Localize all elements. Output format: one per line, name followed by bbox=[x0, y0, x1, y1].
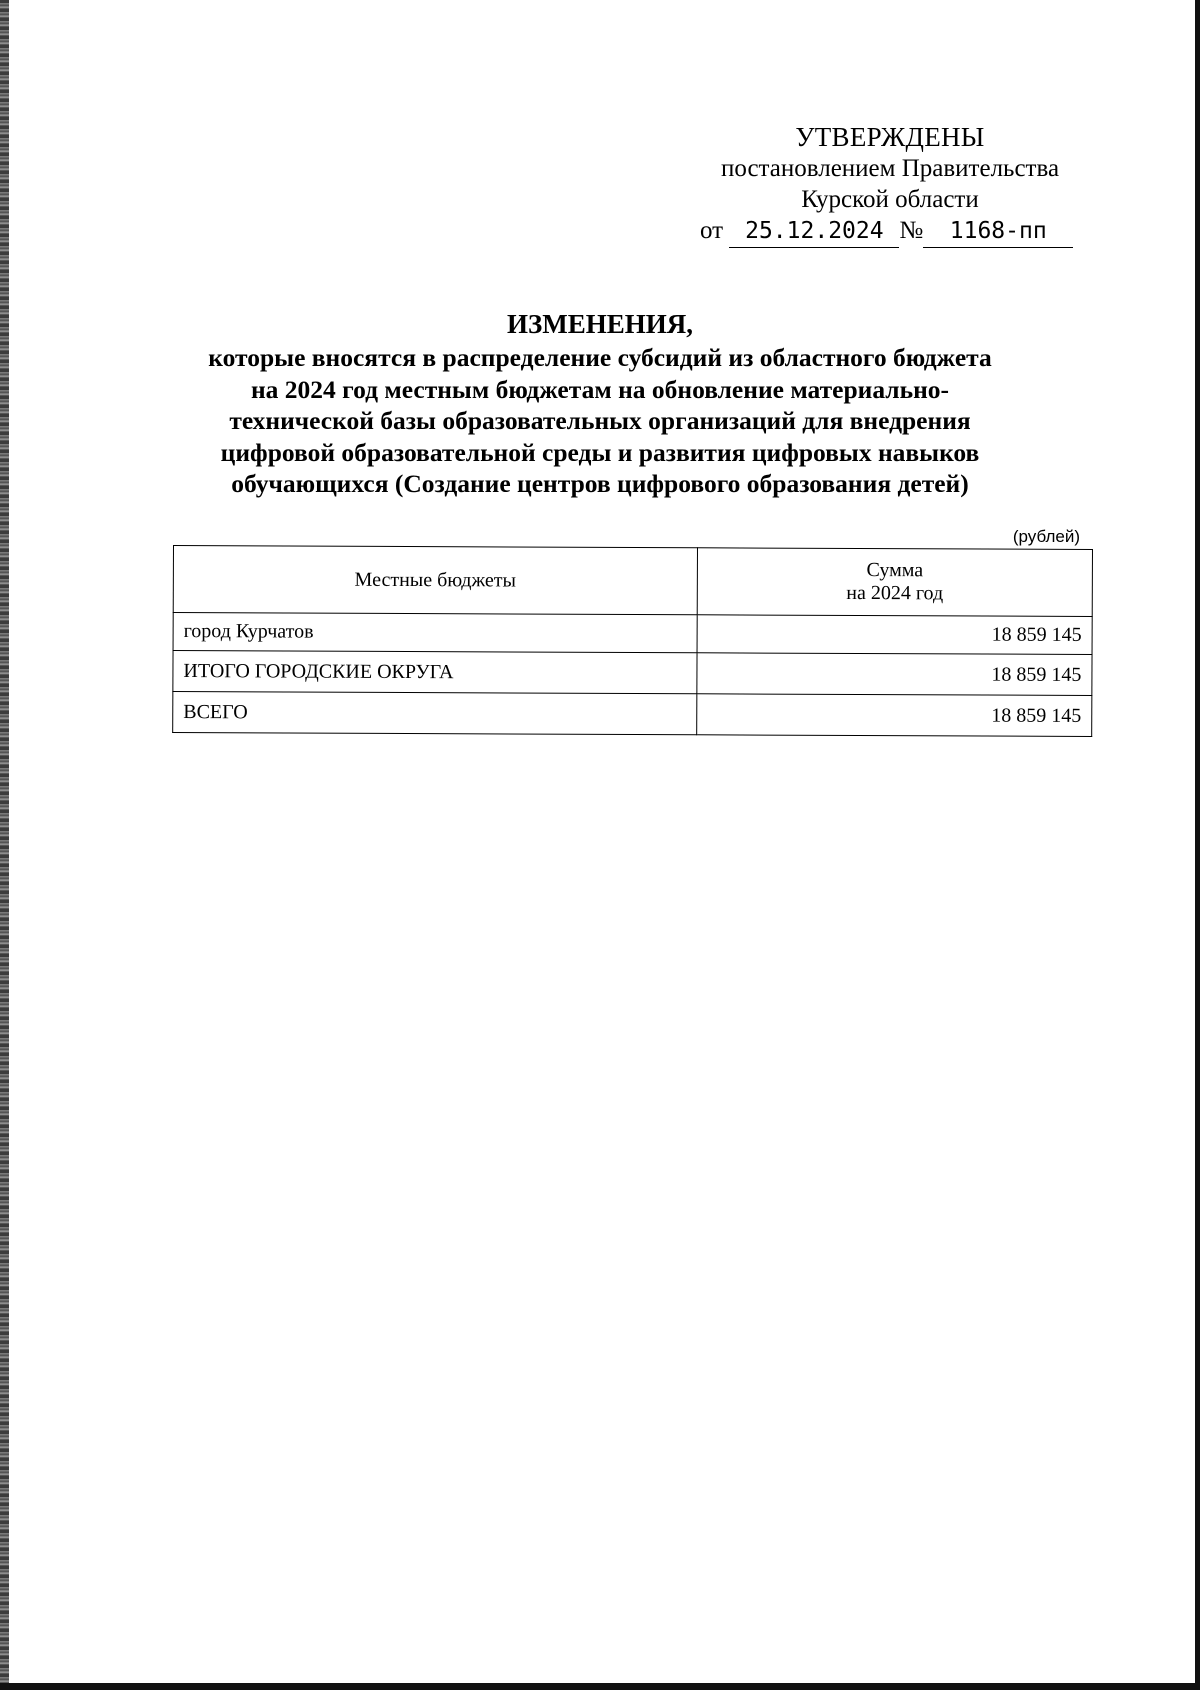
document-heading bbox=[160, 306, 1040, 500]
number-prefix: № bbox=[899, 217, 924, 244]
table-row-subtotal bbox=[173, 651, 1092, 696]
scan-bottom-edge bbox=[0, 1683, 1200, 1690]
row-sum: 18 859 145 bbox=[697, 615, 1092, 655]
row-name: город Курчатов bbox=[173, 613, 697, 653]
document-subtitle bbox=[160, 342, 1040, 500]
table-row bbox=[173, 613, 1092, 655]
row-name: ИТОГО ГОРОДСКИЕ ОКРУГА bbox=[173, 651, 697, 694]
approval-authority: постановлением Правительства bbox=[720, 155, 1060, 182]
subtitle-line: обучающихся (Создание центров цифрового образования детей) bbox=[231, 469, 969, 498]
scan-right-edge bbox=[1195, 0, 1200, 1690]
table-header-row bbox=[173, 546, 1092, 617]
units-label: (рублей) bbox=[1012, 527, 1080, 546]
row-sum: 18 859 145 bbox=[697, 694, 1092, 737]
decree-number: 1168-пп bbox=[923, 216, 1073, 248]
header-sum-line1: Сумма bbox=[866, 559, 924, 582]
row-sum: 18 859 145 bbox=[697, 653, 1092, 696]
subtitle-line: которые вносятся в распределение субсидий из областного бюджета bbox=[208, 343, 992, 372]
approval-reference bbox=[690, 215, 1090, 248]
subtitle-line: цифровой образовательной среды и развития цифровых навыков bbox=[220, 437, 980, 467]
row-name: ВСЕГО bbox=[173, 692, 697, 735]
subtitle-line: технической базы образовательных организаций для внедрения bbox=[229, 406, 971, 435]
document-title: ИЗМЕНЕНИЯ, bbox=[506, 309, 693, 339]
header-sum bbox=[697, 548, 1092, 617]
approval-region: Курской области bbox=[801, 186, 979, 213]
table-row-total bbox=[173, 692, 1092, 737]
decree-date: 25.12.2024 bbox=[729, 216, 899, 248]
approval-block bbox=[690, 122, 1090, 248]
header-local-budgets: Местные бюджеты bbox=[173, 546, 697, 615]
header-sum-line2: на 2024 год bbox=[846, 581, 944, 605]
budget-table bbox=[172, 545, 1093, 737]
approved-label: УТВЕРЖДЕНЫ bbox=[795, 122, 985, 152]
date-prefix: от bbox=[700, 217, 724, 244]
subtitle-line: на 2024 год местным бюджетам на обновление материально- bbox=[250, 374, 950, 404]
scan-left-edge bbox=[0, 0, 9, 1690]
